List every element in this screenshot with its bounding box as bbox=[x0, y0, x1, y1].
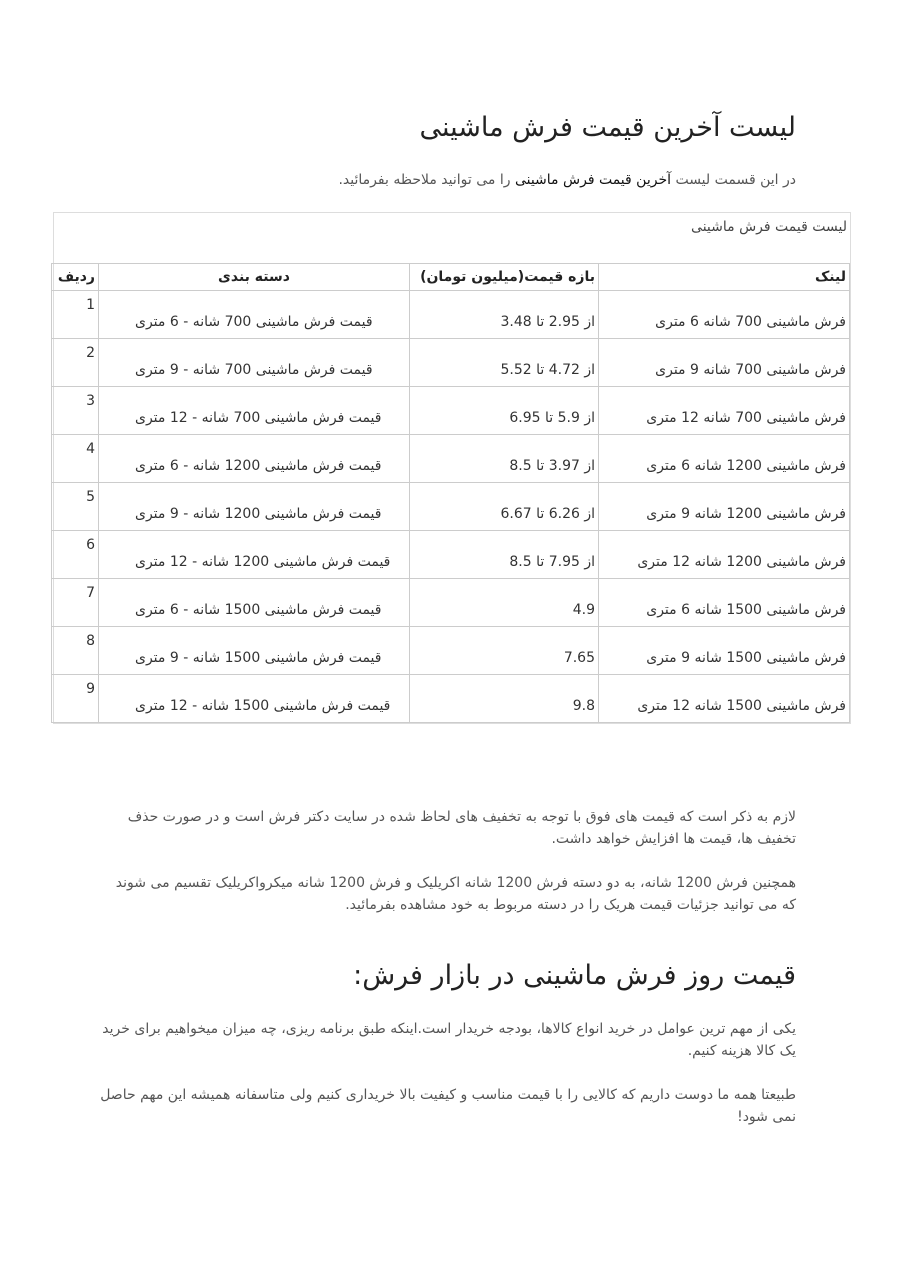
row-number-cell: 4 bbox=[52, 435, 99, 483]
row-number-cell: 8 bbox=[52, 627, 99, 675]
row-category-cell: قیمت فرش ماشینی 700 شانه - 9 متری bbox=[99, 339, 410, 387]
table-row bbox=[52, 339, 850, 387]
row-link-cell[interactable]: فرش ماشینی 1500 شانه 12 متری bbox=[599, 675, 850, 723]
row-category-cell: قیمت فرش ماشینی 700 شانه - 12 متری bbox=[99, 387, 410, 435]
row-price-cell: از 2.95 تا 3.48 bbox=[410, 291, 599, 339]
table-header-row bbox=[52, 264, 850, 291]
row-link-cell[interactable]: فرش ماشینی 700 شانه 9 متری bbox=[599, 339, 850, 387]
page-title: لیست آخرین قیمت فرش ماشینی bbox=[419, 112, 796, 143]
row-link-cell[interactable]: فرش ماشینی 1200 شانه 6 متری bbox=[599, 435, 850, 483]
header-row-number: ردیف bbox=[52, 264, 99, 291]
row-number-cell: 9 bbox=[52, 675, 99, 723]
table-row bbox=[52, 627, 850, 675]
row-price-cell: از 4.72 تا 5.52 bbox=[410, 339, 599, 387]
table-row bbox=[52, 435, 850, 483]
intro-paragraph bbox=[96, 172, 796, 188]
quality-paragraph: طبیعتا همه ما دوست داریم که کالایی را با قیمت مناسب و کیفیت بالا خریداری کنیم ولی متاسفانه همیشه این مهم حاصل نمی شود! bbox=[100, 1087, 796, 1125]
row-number-cell: 1 bbox=[52, 291, 99, 339]
row-category-cell: قیمت فرش ماشینی 1500 شانه - 9 متری bbox=[99, 627, 410, 675]
header-link: لینک bbox=[599, 264, 850, 291]
budget-paragraph: یکی از مهم ترین عوامل در خرید انواع کالاها، بودجه خریدار است.اینکه طبق برنامه ریزی، چه میزان میخواهیم برای خرید یک کالا هزینه کنیم. bbox=[102, 1021, 796, 1059]
table-row bbox=[52, 387, 850, 435]
row-category-cell: قیمت فرش ماشینی 700 شانه - 6 متری bbox=[99, 291, 410, 339]
row-category-cell: قیمت فرش ماشینی 1200 شانه - 6 متری bbox=[99, 435, 410, 483]
table-row bbox=[52, 483, 850, 531]
row-number-cell: 6 bbox=[52, 531, 99, 579]
intro-text-after: را می توانید ملاحظه بفرمائید. bbox=[338, 172, 515, 188]
row-price-cell: 9.8 bbox=[410, 675, 599, 723]
row-price-cell: از 5.9 تا 6.95 bbox=[410, 387, 599, 435]
table-row bbox=[52, 675, 850, 723]
row-link-cell[interactable]: فرش ماشینی 1500 شانه 6 متری bbox=[599, 579, 850, 627]
row-price-cell: 7.65 bbox=[410, 627, 599, 675]
table-row bbox=[52, 579, 850, 627]
header-price: بازه قیمت(میلیون تومان) bbox=[410, 264, 599, 291]
row-category-cell: قیمت فرش ماشینی 1200 شانه - 9 متری bbox=[99, 483, 410, 531]
row-number-cell: 2 bbox=[52, 339, 99, 387]
discount-note-paragraph: لازم به ذکر است که قیمت های فوق با توجه به تخفیف های لحاظ شده در سایت دکتر فرش است و در صورت حذف تخفیف ها، قیمت ها افزایش خواهد داشت. bbox=[127, 809, 796, 847]
row-price-cell: از 3.97 تا 8.5 bbox=[410, 435, 599, 483]
row-number-cell: 7 bbox=[52, 579, 99, 627]
category-split-paragraph: همچنین فرش 1200 شانه، به دو دسته فرش 1200 شانه اکریلیک و فرش 1200 شانه میکرواکریلیک تقسیم می شوند که می توانید جزئیات قیمت هریک را در دسته مربوط به خود مشاهده بفرمائید. bbox=[115, 875, 796, 913]
table-row bbox=[52, 531, 850, 579]
table-row bbox=[52, 291, 850, 339]
row-link-cell[interactable]: فرش ماشینی 1200 شانه 9 متری bbox=[599, 483, 850, 531]
row-number-cell: 5 bbox=[52, 483, 99, 531]
price-table-container bbox=[53, 212, 851, 724]
row-link-cell[interactable]: فرش ماشینی 1500 شانه 9 متری bbox=[599, 627, 850, 675]
intro-text-before: در این قسمت لیست bbox=[671, 172, 796, 188]
row-category-cell: قیمت فرش ماشینی 1200 شانه - 12 متری bbox=[99, 531, 410, 579]
row-category-cell: قیمت فرش ماشینی 1500 شانه - 12 متری bbox=[99, 675, 410, 723]
row-price-cell: 4.9 bbox=[410, 579, 599, 627]
section-heading: قیمت روز فرش ماشینی در بازار فرش: bbox=[353, 960, 796, 991]
price-table bbox=[51, 263, 850, 723]
intro-highlight-text: آخرین قیمت فرش ماشینی bbox=[514, 172, 671, 188]
table-caption: لیست قیمت فرش ماشینی bbox=[691, 219, 847, 235]
row-price-cell: از 7.95 تا 8.5 bbox=[410, 531, 599, 579]
row-link-cell[interactable]: فرش ماشینی 1200 شانه 12 متری bbox=[599, 531, 850, 579]
table-body bbox=[52, 291, 850, 723]
row-category-cell: قیمت فرش ماشینی 1500 شانه - 6 متری bbox=[99, 579, 410, 627]
header-category: دسته بندی bbox=[99, 264, 410, 291]
row-price-cell: از 6.26 تا 6.67 bbox=[410, 483, 599, 531]
row-link-cell[interactable]: فرش ماشینی 700 شانه 12 متری bbox=[599, 387, 850, 435]
row-link-cell[interactable]: فرش ماشینی 700 شانه 6 متری bbox=[599, 291, 850, 339]
row-number-cell: 3 bbox=[52, 387, 99, 435]
